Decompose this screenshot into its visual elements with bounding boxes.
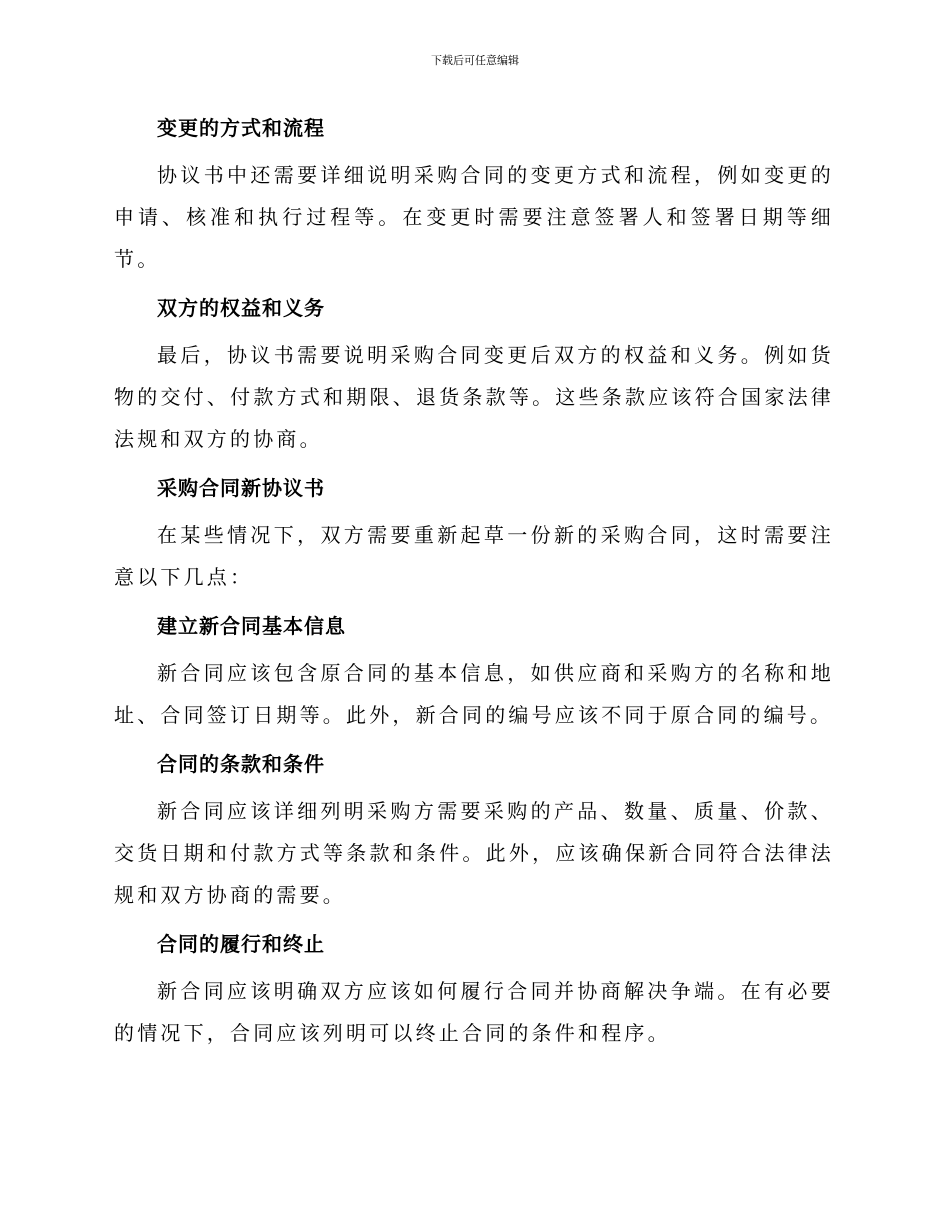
section-heading: 建立新合同基本信息	[157, 614, 346, 638]
section-heading: 合同的条款和条件	[157, 752, 325, 776]
section-heading: 采购合同新协议书	[157, 476, 325, 500]
section-change-method	[114, 111, 834, 280]
section-basic-info	[114, 609, 834, 736]
section-performance-termination	[114, 927, 834, 1054]
section-heading: 合同的履行和终止	[157, 932, 325, 956]
section-rights-obligations	[114, 291, 834, 460]
section-terms-conditions	[114, 747, 834, 916]
section-paragraph: 新合同应该详细列明采购方需要采购的产品、数量、质量、价款、交货日期和付款方式等条款和条件。此外，应该确保新合同符合法律法规和双方协商的需要。	[114, 799, 834, 907]
page-header: 下载后可任意编辑	[431, 54, 519, 67]
document-body	[114, 111, 834, 1065]
section-paragraph: 新合同应该明确双方应该如何履行合同并协商解决争端。在有必要的情况下，合同应该列明可以终止合同的条件和程序。	[114, 979, 834, 1045]
section-paragraph: 新合同应该包含原合同的基本信息，如供应商和采购方的名称和地址、合同签订日期等。此外，新合同的编号应该不同于原合同的编号。	[114, 661, 834, 727]
section-paragraph: 在某些情况下，双方需要重新起草一份新的采购合同，这时需要注意以下几点：	[114, 523, 834, 589]
section-paragraph: 协议书中还需要详细说明采购合同的变更方式和流程，例如变更的申请、核准和执行过程等。在变更时需要注意签署人和签署日期等细节。	[114, 163, 834, 271]
section-paragraph: 最后，协议书需要说明采购合同变更后双方的权益和义务。例如货物的交付、付款方式和期限、退货条款等。这些条款应该符合国家法律法规和双方的协商。	[114, 343, 834, 451]
section-heading: 变更的方式和流程	[157, 116, 325, 140]
section-new-agreement	[114, 471, 834, 598]
section-heading: 双方的权益和义务	[157, 296, 325, 320]
